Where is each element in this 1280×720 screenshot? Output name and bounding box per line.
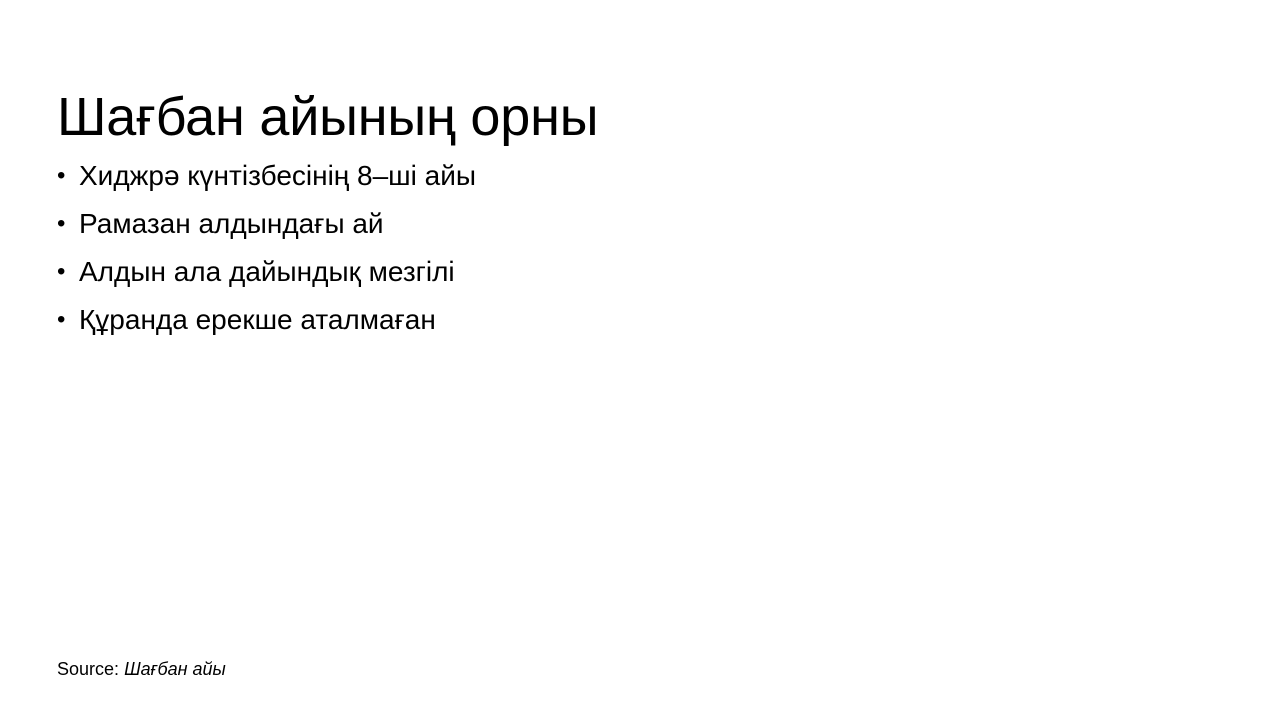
list-item-label: Алдын ала дайындық мезгілі	[79, 256, 455, 287]
list-item	[57, 248, 1217, 296]
list-item	[57, 200, 1217, 248]
bullet-dot-icon: •	[57, 210, 66, 237]
source-note	[57, 656, 226, 682]
list-item	[57, 296, 1217, 344]
bullet-dot-icon: •	[57, 306, 66, 333]
list-item-label: Құранда ерекше аталмаған	[79, 304, 436, 335]
bullet-dot-icon: •	[57, 162, 66, 189]
source-value: Шағбан айы	[124, 659, 226, 679]
list-item	[57, 152, 1217, 200]
bullet-list	[57, 152, 1217, 344]
page-title: Шағбан айының орны	[57, 87, 599, 148]
source-label: Source:	[57, 659, 120, 679]
bullet-dot-icon: •	[57, 258, 66, 285]
list-item-label: Рамазан алдындағы ай	[79, 208, 384, 239]
list-item-label: Хиджрә күнтізбесінің 8–ші айы	[79, 160, 476, 191]
